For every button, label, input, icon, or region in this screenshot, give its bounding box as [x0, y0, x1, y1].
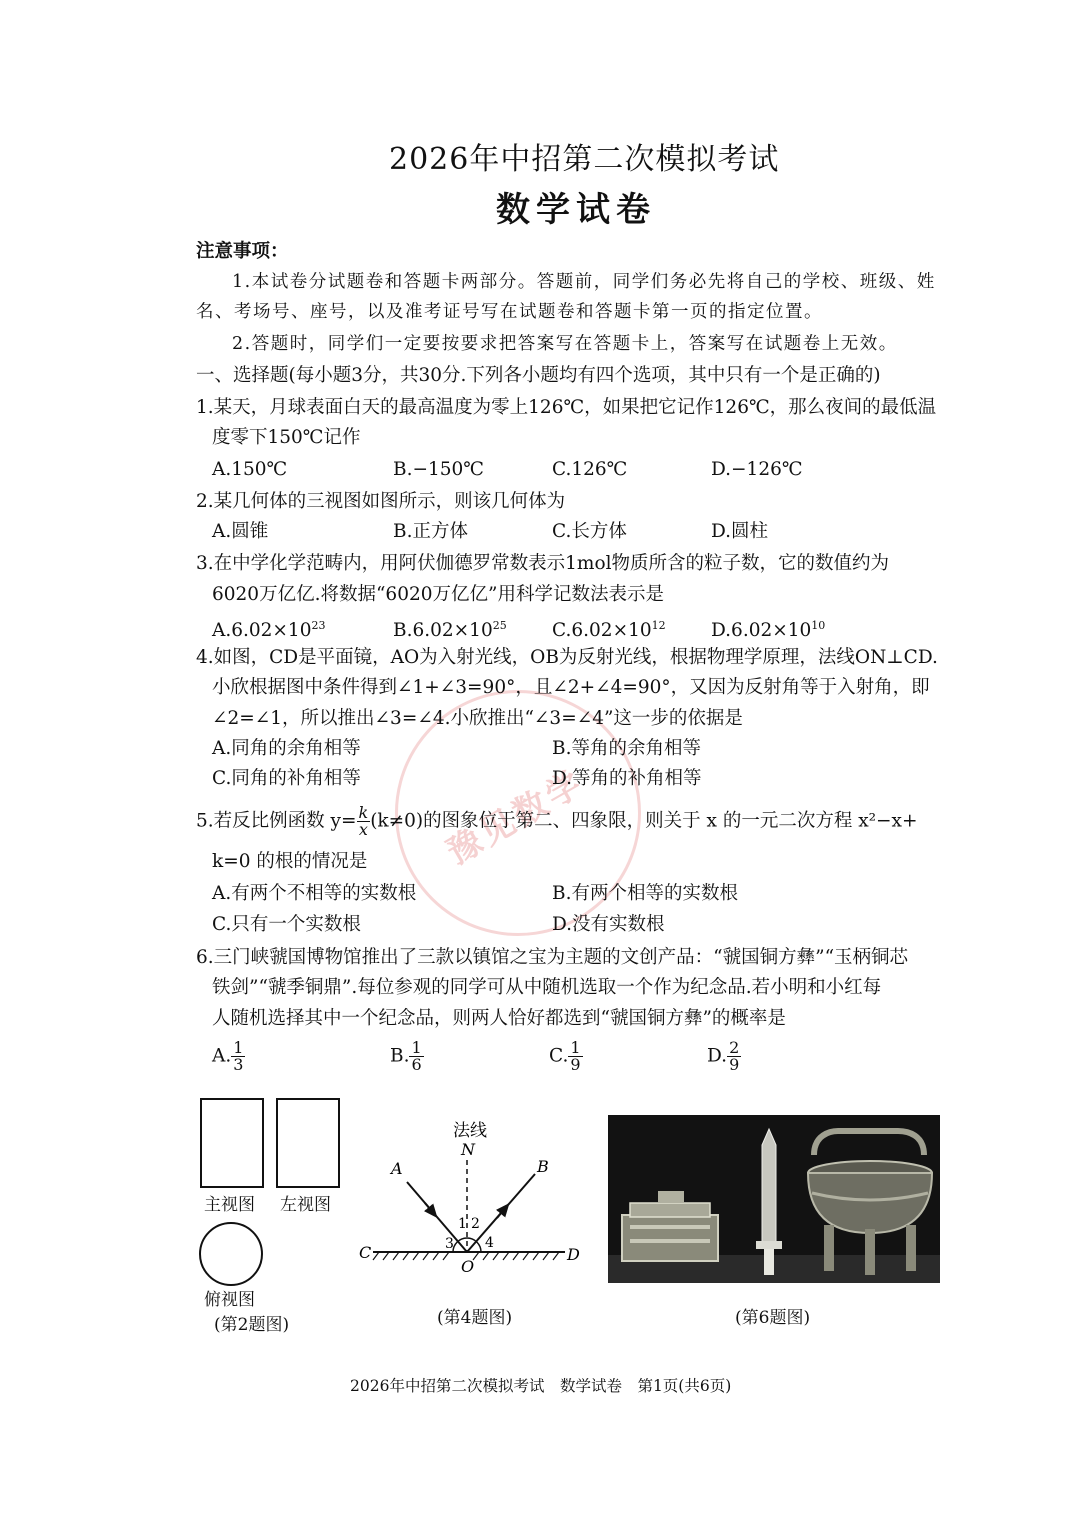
- angle-2-label: 2: [471, 1216, 480, 1232]
- q6-option-b: B. $\frac{1}{6}$: [390, 1038, 422, 1074]
- artifact-photo: [608, 1115, 940, 1283]
- q4-option-a: A.同角的余角相等: [212, 738, 361, 759]
- q5-option-d: D.没有实数根: [552, 914, 665, 935]
- left-view-rect: [276, 1098, 340, 1188]
- q1-line-2: 度零下150℃记作: [212, 427, 361, 448]
- point-b-label: B: [537, 1157, 549, 1176]
- q6-option-a: A. $\frac{1}{3}$: [212, 1038, 244, 1074]
- notice-item-1-line-1: 1.本试卷分试题卷和答题卡两部分。答题前，同学们务必先将自己的学校、班级、姓: [232, 272, 936, 292]
- fig4-caption: (第4题图): [437, 1308, 513, 1328]
- top-view-circle: [199, 1222, 263, 1286]
- q2-option-a: A.圆锥: [212, 521, 269, 542]
- page-footer: 2026年中招第二次模拟考试 数学试卷 第1页(共6页): [350, 1377, 732, 1395]
- section-1-heading: 一、选择题(每小题3分，共30分.下列各小题均有四个选项，其中只有一个是正确的): [196, 365, 881, 386]
- q3-option-b: $B.6.02\times 10^{25}$: [393, 619, 507, 642]
- front-view-label: 主视图: [204, 1195, 255, 1215]
- q4-option-b: B.等角的余角相等: [552, 738, 701, 759]
- q4-line-3: ∠2=∠1，所以推出∠3=∠4.小欣推出“∠3=∠4”这一步的依据是: [212, 708, 743, 729]
- front-view-rect: [200, 1098, 264, 1188]
- q2-line-1: 2.某几何体的三视图如图所示，则该几何体为: [196, 491, 566, 512]
- q1-line-1: 1.某天，月球表面白天的最高温度为零上126℃，如果把它记作126℃，那么夜间的最低温: [196, 397, 937, 418]
- paper-subtitle: 数学试卷: [496, 190, 656, 230]
- q1-option-a: A.150℃: [212, 459, 288, 480]
- fig6-caption: (第6题图): [735, 1308, 811, 1328]
- angle-4-label: 4: [485, 1235, 494, 1251]
- q2-option-b: B.正方体: [393, 521, 468, 542]
- q3-line-1: 3.在中学化学范畴内，用阿伏伽德罗常数表示1mol物质所含的粒子数，它的数值约为: [196, 553, 890, 574]
- q3-option-d: $D.6.02\times 10^{10}$: [711, 619, 826, 642]
- reflected-arrow: [497, 1206, 507, 1218]
- normal-label: 法线: [453, 1121, 487, 1141]
- top-view-label: 俯视图: [204, 1290, 255, 1310]
- q6-option-c: C. $\frac{1}{9}$: [549, 1038, 581, 1074]
- notice-heading: 注意事项：: [196, 241, 289, 262]
- q3-line-2: 6020万亿亿.将数据“6020万亿亿”用科学记数法表示是: [212, 584, 664, 605]
- notice-item-1-line-2: 名、考场号、座号，以及准考证号写在试题卷和答题卡第一页的指定位置。: [196, 302, 823, 322]
- point-d-label: D: [567, 1245, 580, 1264]
- watermark-stamp: 豫见数学: [350, 645, 686, 981]
- fig2-caption: (第2题图): [214, 1315, 290, 1335]
- q5-option-b: B.有两个相等的实数根: [552, 883, 738, 904]
- reflection-diagram: [355, 1110, 585, 1280]
- q5-line-2: k=0 的根的情况是: [212, 851, 368, 872]
- q5-option-a: A.有两个不相等的实数根: [212, 883, 417, 904]
- q2-option-d: D.圆柱: [711, 521, 769, 542]
- q5-fraction: $\frac{k}{x}$: [358, 803, 369, 839]
- q5-line-1: 5.若反比例函数 y= $\frac{k}{x}$ (k≠0)的图象位于第二、四象限，则关于 x 的一元二次方程 x²−x+: [196, 803, 918, 839]
- point-o-label: O: [461, 1257, 475, 1276]
- q3-option-a: $A.6.02\times 10^{23}$: [212, 619, 326, 642]
- q1-option-c: C.126℃: [552, 459, 628, 480]
- angle-1-label: 1: [458, 1216, 467, 1232]
- q6-option-d: D. $\frac{2}{9}$: [707, 1038, 740, 1074]
- q2-option-c: C.长方体: [552, 521, 627, 542]
- left-view-label: 左视图: [280, 1195, 331, 1215]
- q4-line-2: 小欣根据图中条件得到∠1+∠3=90°，且∠2+∠4=90°，又因为反射角等于入射角，即: [212, 677, 930, 698]
- q3-option-c: $C.6.02\times 10^{12}$: [552, 619, 666, 642]
- q5-option-c: C.只有一个实数根: [212, 914, 361, 935]
- q1-option-b: B.−150℃: [393, 459, 484, 480]
- exam-title: 2026年中招第二次模拟考试: [389, 142, 780, 177]
- q4-line-1: 4.如图，CD是平面镜，AO为入射光线，OB为反射光线，根据物理学原理，法线ON⊥CD.: [196, 647, 938, 668]
- notice-item-2: 2.答题时，同学们一定要按要求把答案写在答题卡上，答案写在试题卷上无效。: [232, 334, 898, 354]
- incident-arrow: [425, 1203, 435, 1215]
- q1-option-d: D.−126℃: [711, 459, 803, 480]
- point-n-label: N: [461, 1140, 475, 1159]
- point-c-label: C: [359, 1243, 372, 1262]
- angle-3-label: 3: [445, 1236, 454, 1252]
- q6-line-1: 6.三门峡虢国博物馆推出了三款以镇馆之宝为主题的文创产品：“虢国铜方彝”“玉柄铜芯: [196, 947, 909, 968]
- q6-line-3: 人随机选择其中一个纪念品，则两人恰好都选到“虢国铜方彝”的概率是: [212, 1008, 786, 1029]
- q4-option-d: D.等角的补角相等: [552, 768, 702, 789]
- q4-option-c: C.同角的补角相等: [212, 768, 361, 789]
- q6-line-2: 铁剑”“虢季铜鼎”.每位参观的同学可从中随机选取一个作为纪念品.若小明和小红每: [212, 977, 882, 998]
- point-a-label: A: [391, 1159, 403, 1178]
